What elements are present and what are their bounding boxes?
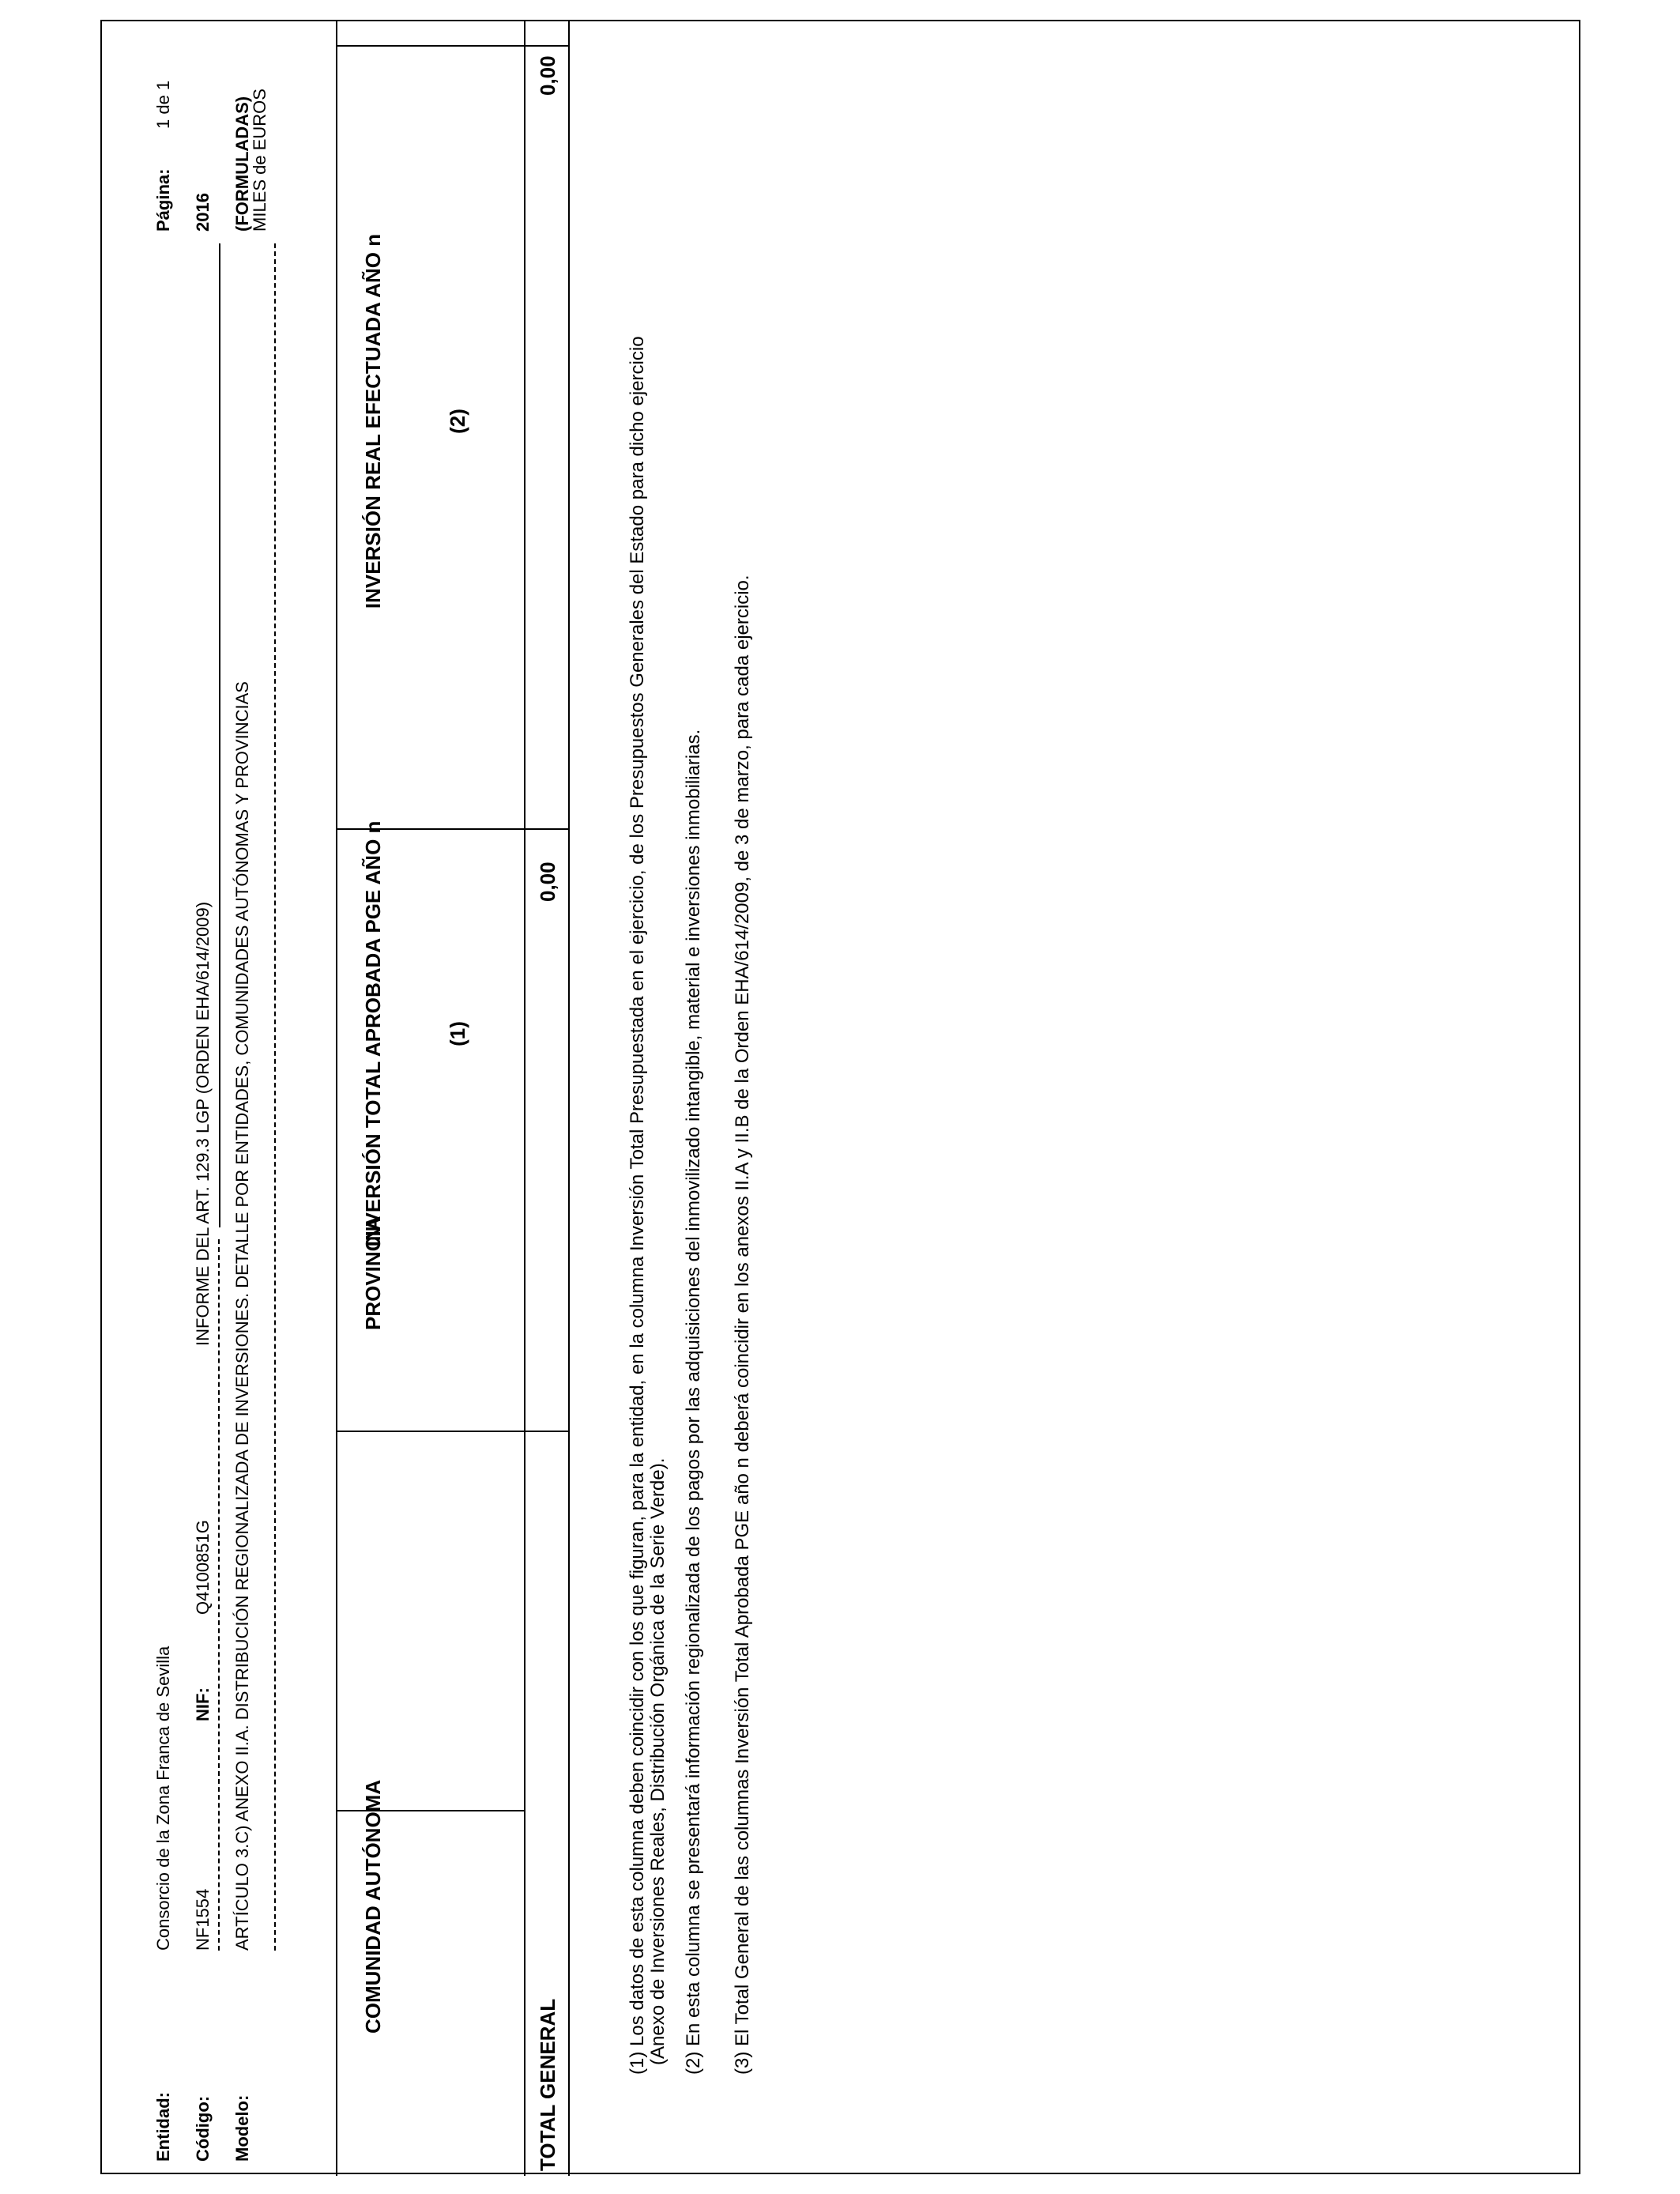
- units-label: MILES de EUROS: [250, 89, 269, 232]
- col-note-aprobada: (1): [446, 1021, 469, 1046]
- year-value: 2016: [193, 193, 213, 232]
- formuladas-label: (FORMULADAS): [232, 96, 252, 232]
- col-divider-4: [336, 45, 568, 47]
- footnote-2: (2) En esta columna se presentará información regionalizada de los pagos por las adquisiciones del inmovilizado intangible, material e inversiones inmobiliarias.: [683, 729, 704, 2075]
- footnote-1-line-1: (1) Los datos de esta columna deben coincidir con los que figuran, para la entidad, en la columna Inversión Total Presupuestada en el ejercicio, de los Presupuestos Generales del Estado para dicho ejercicio: [627, 336, 648, 2075]
- modelo-label: Modelo:: [232, 2094, 252, 2162]
- table-top-rule: [336, 21, 337, 2176]
- codigo-dashed-underline: [218, 1239, 220, 1951]
- nif-label: NIF:: [193, 1687, 213, 1721]
- table-total-rule: [524, 21, 525, 2176]
- nif-value: Q4100851G: [193, 1520, 213, 1615]
- col-header-aprobada: INVERSIÓN TOTAL APROBADA PGE AÑO n: [361, 820, 385, 1247]
- pagina-value: 1 de 1: [153, 80, 173, 129]
- informe-underline: [219, 243, 220, 1227]
- footnote-3: (3) El Total General de las columnas Inversión Total Aprobada PGE año n deberá coincidir en los anexos II.A y II.B de la Orden EHA/614/2009, de 3 de marzo, para cada ejercicio.: [732, 575, 753, 2075]
- modelo-value: ARTÍCULO 3.C) ANEXO II.A. DISTRIBUCIÓN REGIONALIZADA DE INVERSIONES. DETALLE POR ENTIDADES, COMUNIDADES AUTÓNOMAS Y PROVINCIAS: [232, 681, 252, 1951]
- modelo-dashed-underline: [274, 243, 276, 1951]
- col-header-comunidad: COMUNIDAD AUTÓNOMA: [361, 1779, 385, 2034]
- rotated-report-sheet: [102, 21, 1582, 2176]
- page-frame: [100, 20, 1580, 2174]
- col-header-provincia: PROVINCIA: [361, 1216, 385, 1330]
- total-real-value: 0,00: [536, 55, 559, 96]
- col-divider-2: [336, 1431, 568, 1432]
- total-aprobada-value: 0,00: [536, 861, 559, 902]
- table-bottom-rule: [568, 21, 570, 2176]
- col-note-real: (2): [446, 409, 469, 434]
- codigo-label: Código:: [193, 2095, 213, 2162]
- col-header-real: INVERSIÓN REAL EFECTUADA AÑO n: [361, 233, 385, 609]
- footnote-1-line-2: (Anexo de Inversiones Reales, Distribución Orgánica de la Serie Verde).: [647, 1457, 669, 2065]
- informe-title: INFORME DEL ART. 129.3 LGP (ORDEN EHA/614/2009): [193, 901, 213, 1346]
- entidad-value: Consorcio de la Zona Franca de Sevilla: [153, 1646, 173, 1951]
- total-general-label: TOTAL GENERAL: [536, 1998, 559, 2171]
- pagina-label: Página:: [153, 168, 173, 232]
- entidad-label: Entidad:: [153, 2092, 173, 2162]
- codigo-value: NF1554: [193, 1888, 213, 1951]
